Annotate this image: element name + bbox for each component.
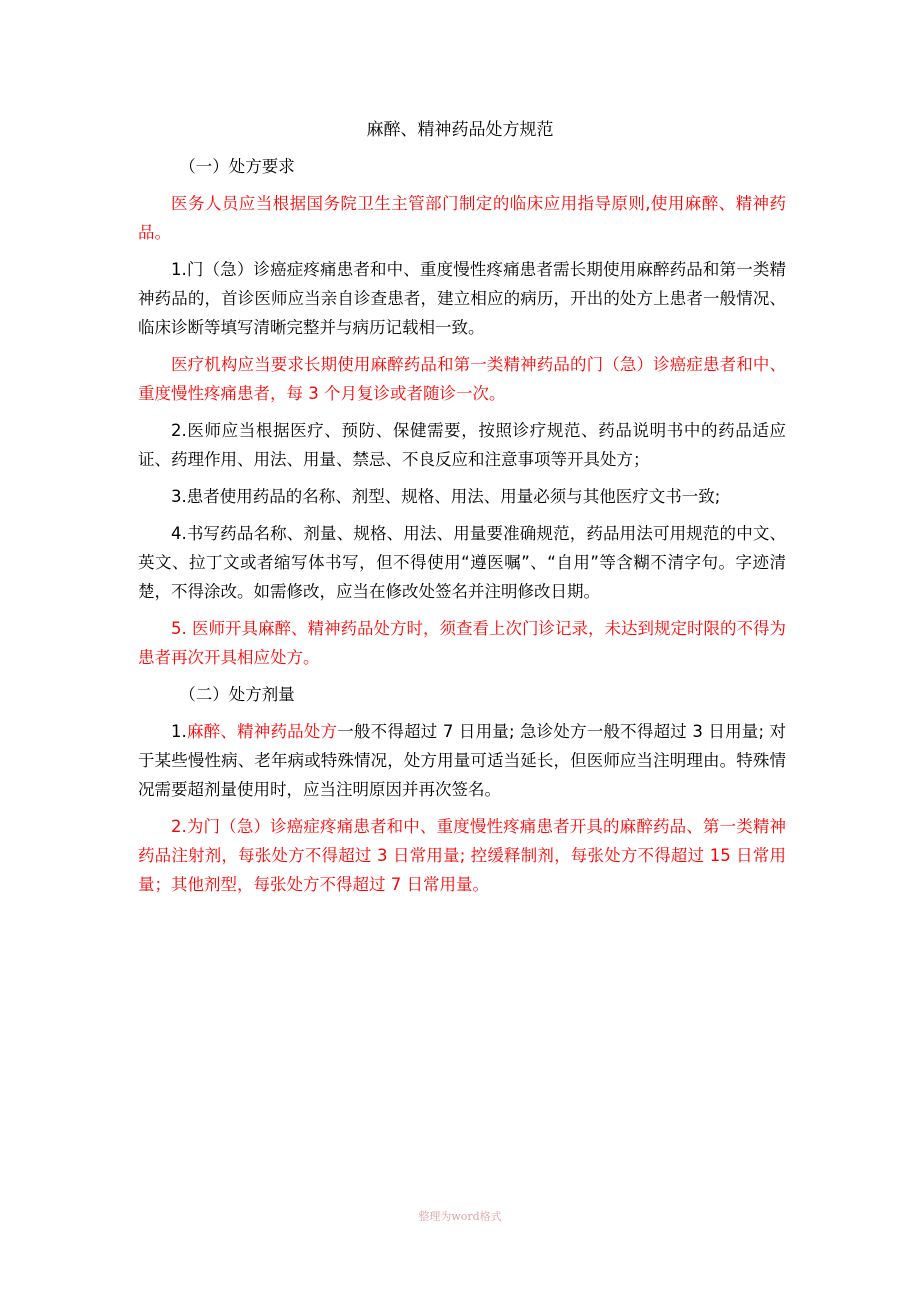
dosage-item-1-number: 1. — [171, 722, 187, 741]
paragraph-item-5: 5. 医师开具麻醉、精神药品处方时，须查看上次门诊记录，未达到规定时限的不得为患者再次开具相应处方。 — [138, 619, 786, 667]
dosage-item-1-highlight: 麻醉、精神药品处方 — [186, 722, 338, 741]
page-title: 麻醉、精神药品处方规范 — [366, 120, 554, 140]
dosage-item-1-text: 一般不得超过 7 日用量; 急诊处方一般不得超过 3 日用量; 对于某些慢性病、老年病或特殊情况，处方用量可适当延长，但医师应当注明理由。特殊情况需要超剂量使用时，应当注明原因并再次签名。 — [138, 722, 786, 799]
paragraph-followup: 医疗机构应当要求长期使用麻醉药品和第一类精神药品的门（急）诊癌症患者和中、重度慢性疼痛患者，每 3 个月复诊或者随诊一次。 — [138, 355, 786, 403]
section-heading-prescription-dosage: （二）处方剂量 — [179, 685, 295, 704]
page-footer: 整理为word格式 — [418, 1210, 502, 1223]
section-heading-prescription-requirements: （一）处方要求 — [179, 157, 295, 176]
paragraph-dosage-item-2: 2.为门（急）诊癌症疼痛患者和中、重度慢性疼痛患者开具的麻醉药品、第一类精神药品注射剂，每张处方不得超过 3 日常用量; 控缓释制剂，每张处方不得超过 15 日常用量；其他剂型，每张处方不得超过 7 日常用量。 — [138, 817, 786, 894]
paragraph-item-1: 1.门（急）诊癌症疼痛患者和中、重度慢性疼痛患者需长期使用麻醉药品和第一类精神药品的，首诊医师应当亲自诊查患者，建立相应的病历，开出的处方上患者一般情况、临床诊断等填写清晰完整并与病历记载相一致。 — [138, 260, 786, 337]
document-body — [138, 152, 786, 907]
paragraph-item-3: 3.患者使用药品的名称、剂型、规格、用法、用量必须与其他医疗文书一致; — [171, 487, 721, 506]
paragraph-item-2: 2.医师应当根据医疗、预防、保健需要，按照诊疗规范、药品说明书中的药品适应证、药理作用、用法、用量、禁忌、不良反应和注意事项等开具处方； — [138, 421, 786, 469]
paragraph-guideline: 医务人员应当根据国务院卫生主管部门制定的临床应用指导原则,使用麻醉、精神药品。 — [138, 194, 786, 242]
paragraph-item-4: 4.书写药品名称、剂量、规格、用法、用量要准确规范，药品用法可用规范的中文、英文、拉丁文或者缩写体书写，但不得使用“遵医嘱”、“自用”等含糊不清字句。字迹清楚，不得涂改。如需修改，应当在修改处签名并注明修改日期。 — [138, 524, 786, 601]
paragraph-dosage-item-1 — [138, 717, 786, 804]
